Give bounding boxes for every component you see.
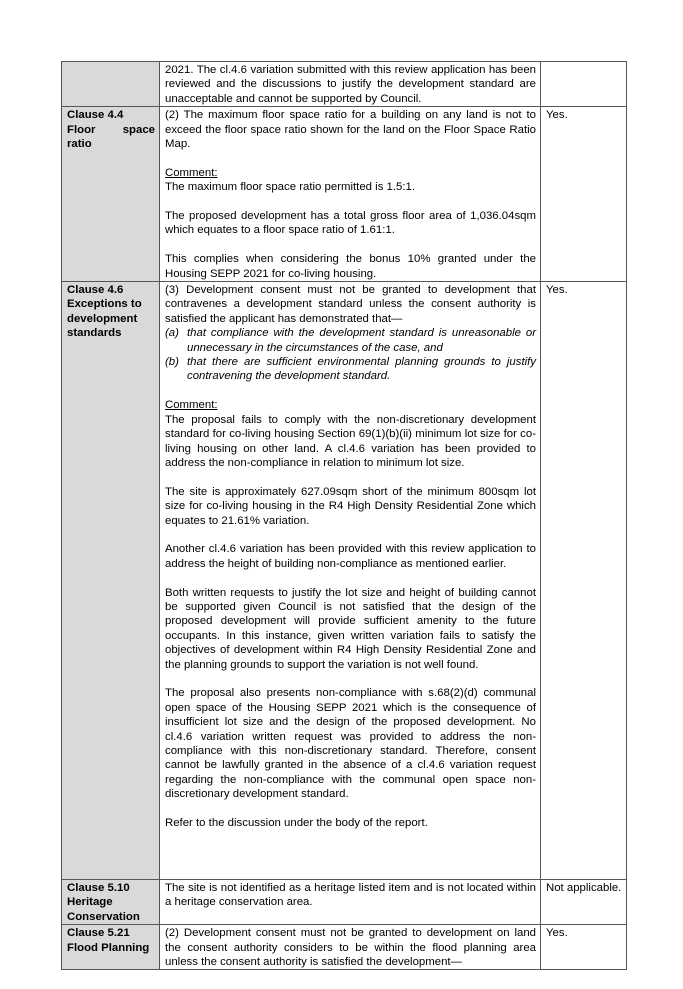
table-row: [62, 880, 627, 925]
clause-title: Clause 5.21 Flood Planning: [67, 927, 150, 954]
clause-cell: [62, 62, 160, 107]
requirement-cell: [160, 282, 541, 880]
comment-text: The proposal fails to comply with the non-discretionary development standard for co-living housing Section 69(1)(b)(ii) minimum lot size for co-living housing on other land. A cl.4.6 variation has been provided to address the non-compliance in relation to minimum lot size.: [165, 413, 536, 469]
requirement-cell: [160, 107, 541, 282]
requirement-cell: [160, 880, 541, 925]
subclause-label: (b): [165, 356, 179, 369]
subclause-text: that there are sufficient environmental planning grounds to justify contravening the development standard.: [187, 356, 536, 383]
table-row: [62, 925, 627, 970]
complies-cell: Yes.: [541, 282, 627, 880]
comment-text: The maximum floor space ratio permitted is 1.5:1.: [165, 181, 416, 194]
subclause-label: (a): [165, 327, 179, 340]
table-row: [62, 282, 627, 880]
subclause-text: that compliance with the development standard is unreasonable or unnecessary in the circumstances of the case, and: [187, 327, 536, 354]
table-row: [62, 107, 627, 282]
compliance-table: [61, 61, 627, 970]
comment-text: Both written requests to justify the lot size and height of building cannot be supported given Council is not satisfied that the design of the proposed development will provide sufficient amenity to the future occupants. In this instance, given written variation fails to satisfy the objectives of development within R4 High Density Residential Zone and the planning grounds to support the variation is not well found.: [165, 586, 536, 671]
clause-cell: [62, 925, 160, 970]
comment-text: Refer to the discussion under the body of the report.: [165, 816, 428, 829]
requirement-text: (3) Development consent must not be granted to development that contravenes a development standard unless the consent authority is satisfied the applicant has demonstrated that—: [165, 284, 536, 325]
requirement-text: (2) Development consent must not be granted to development on land the consent authority considers to be within the flood planning area unless the consent authority is satisfied the development—: [165, 927, 536, 969]
comment-text: The proposal also presents non-compliance with s.68(2)(d) communal open space of the Housing SEPP 2021 which is the consequence of insufficient lot size and the design of the proposed development. No cl.4.6 variation written request was provided to address the non-compliance with this non-discretionary standard. Therefore, consent cannot be lawfully granted in the absence of a cl.4.6 variation request regarding the non-compliance with the communal open space non-discretionary development standard.: [165, 687, 536, 801]
complies-cell: [541, 62, 627, 107]
comment-label: Comment:: [165, 166, 218, 179]
clause-number: Clause 4.4: [67, 109, 124, 122]
clause-cell: [62, 282, 160, 880]
clause-title: Floor space ratio: [67, 123, 155, 151]
clause-title: Clause 5.10 Heritage Conservation: [67, 882, 140, 923]
requirement-text: 2021. The cl.4.6 variation submitted with this review application has been reviewed and the discussions to justify the development standard are unacceptable and cannot be supported by Council.: [165, 64, 536, 105]
requirement-cell: [160, 62, 541, 107]
subclause-a: [165, 326, 536, 355]
subclause-b: [165, 355, 536, 384]
comment-text: Another cl.4.6 variation has been provided with this review application to address the height of building non-compliance as mentioned earlier.: [165, 543, 536, 570]
complies-cell: Yes.: [541, 925, 627, 970]
requirement-text: The site is not identified as a heritage listed item and is not located within a heritage conservation area.: [165, 882, 536, 909]
comment-text: The site is approximately 627.09sqm short of the minimum 800sqm lot size for co-living housing in the R4 High Density Residential Zone which equates to 21.61% variation.: [165, 485, 536, 527]
clause-cell: [62, 880, 160, 925]
complies-cell: Yes.: [541, 107, 627, 282]
comment-text: The proposed development has a total gross floor area of 1,036.04sqm which equates to a floor space ratio of 1.61:1.: [165, 210, 536, 237]
requirement-text: (2) The maximum floor space ratio for a building on any land is not to exceed the floor space ratio shown for the land on the Floor Space Ratio Map.: [165, 109, 536, 151]
comment-text: This complies when considering the bonus 10% granted under the Housing SEPP 2021 for co-living housing.: [165, 253, 536, 280]
clause-cell: [62, 107, 160, 282]
comment-label: Comment:: [165, 399, 218, 412]
table-row: [62, 62, 627, 107]
requirement-cell: [160, 925, 541, 970]
clause-title: Clause 4.6 Exceptions to development standards: [67, 284, 142, 340]
complies-cell: Not applicable.: [541, 880, 627, 925]
